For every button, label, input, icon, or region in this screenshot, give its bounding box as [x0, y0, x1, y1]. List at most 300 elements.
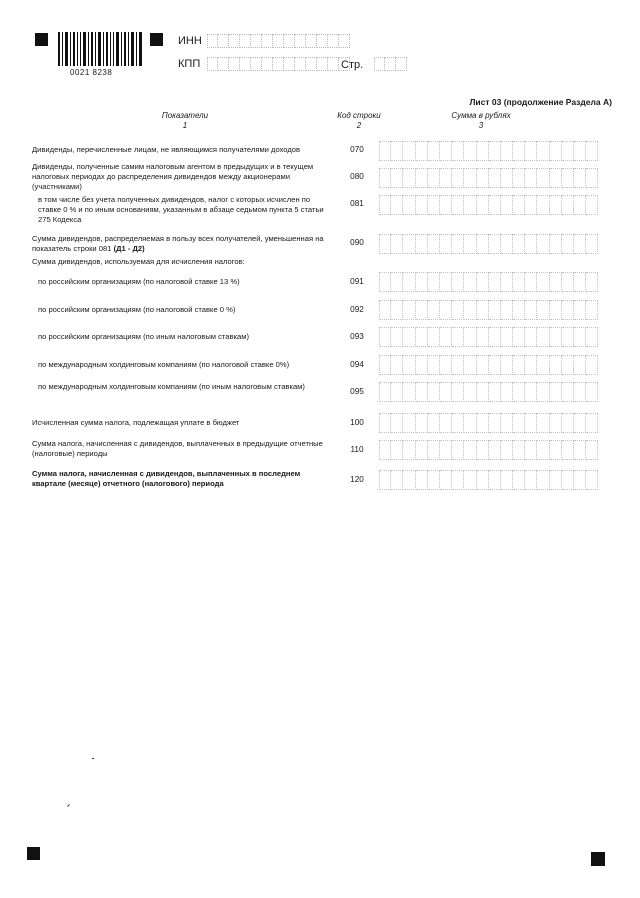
amount-digit-cell[interactable] — [525, 382, 537, 402]
amount-field-095[interactable] — [379, 382, 598, 402]
column-header-indicators — [140, 111, 230, 131]
amount-digit-cell[interactable] — [452, 300, 464, 320]
amount-digit-cell[interactable] — [501, 300, 513, 320]
amount-digit-cell[interactable] — [537, 470, 549, 490]
barcode-number: 0021 8238 — [70, 68, 113, 77]
amount-digit-cell[interactable] — [501, 470, 513, 490]
amount-digit-cell[interactable] — [464, 413, 476, 433]
amount-digit-cell[interactable] — [428, 272, 440, 292]
amount-digit-cell[interactable] — [464, 300, 476, 320]
amount-digit-cell[interactable] — [525, 141, 537, 161]
amount-digit-cell[interactable] — [489, 168, 501, 188]
amount-digit-cell[interactable] — [513, 327, 525, 347]
amount-digit-cell[interactable] — [489, 272, 501, 292]
amount-digit-cell[interactable] — [416, 300, 428, 320]
row-code: 094 — [350, 360, 364, 369]
amount-digit-cell[interactable] — [586, 272, 598, 292]
amount-digit-cell[interactable] — [440, 355, 452, 375]
amount-digit-cell[interactable] — [525, 234, 537, 254]
column-header-code-text: Код строки — [337, 111, 381, 120]
amount-digit-cell[interactable] — [586, 234, 598, 254]
amount-digit-cell[interactable] — [574, 300, 586, 320]
digit-cell[interactable] — [251, 34, 262, 48]
amount-digit-cell[interactable] — [379, 440, 391, 460]
amount-field-120[interactable] — [379, 470, 598, 490]
amount-digit-cell[interactable] — [440, 327, 452, 347]
amount-digit-cell[interactable] — [513, 272, 525, 292]
amount-digit-cell[interactable] — [513, 234, 525, 254]
amount-digit-cell[interactable] — [477, 141, 489, 161]
row-label-text: Сумма дивидендов, распределяемая в пользу всех получателей, уменьшенная на показатель строки 081 — [32, 234, 324, 253]
amount-digit-cell[interactable] — [428, 470, 440, 490]
amount-digit-cell[interactable] — [537, 413, 549, 433]
amount-digit-cell[interactable] — [379, 382, 391, 402]
row-code: 080 — [350, 172, 364, 181]
amount-digit-cell[interactable] — [403, 327, 415, 347]
barcode — [58, 32, 142, 66]
amount-digit-cell[interactable] — [550, 234, 562, 254]
amount-digit-cell[interactable] — [477, 355, 489, 375]
amount-digit-cell[interactable] — [391, 382, 403, 402]
amount-digit-cell[interactable] — [403, 470, 415, 490]
digit-cell[interactable] — [240, 57, 251, 71]
amount-digit-cell[interactable] — [513, 195, 525, 215]
row-label — [32, 234, 327, 254]
amount-digit-cell[interactable] — [501, 327, 513, 347]
column-header-code — [330, 111, 388, 131]
amount-digit-cell[interactable] — [391, 272, 403, 292]
amount-digit-cell[interactable] — [513, 355, 525, 375]
amount-digit-cell[interactable] — [391, 470, 403, 490]
amount-digit-cell[interactable] — [489, 195, 501, 215]
amount-digit-cell[interactable] — [586, 355, 598, 375]
amount-digit-cell[interactable] — [574, 382, 586, 402]
amount-digit-cell[interactable] — [391, 440, 403, 460]
amount-digit-cell[interactable] — [464, 470, 476, 490]
amount-digit-cell[interactable] — [416, 168, 428, 188]
amount-digit-cell[interactable] — [562, 234, 574, 254]
amount-field-080[interactable] — [379, 168, 598, 188]
amount-digit-cell[interactable] — [501, 141, 513, 161]
amount-digit-cell[interactable] — [501, 234, 513, 254]
digit-cell[interactable] — [218, 57, 229, 71]
column-header-amount — [440, 111, 522, 131]
amount-digit-cell[interactable] — [501, 168, 513, 188]
amount-digit-cell[interactable] — [440, 141, 452, 161]
amount-digit-cell[interactable] — [550, 440, 562, 460]
digit-cell[interactable] — [273, 34, 284, 48]
amount-digit-cell[interactable] — [464, 355, 476, 375]
amount-digit-cell[interactable] — [391, 413, 403, 433]
digit-cell[interactable] — [396, 57, 407, 71]
amount-digit-cell[interactable] — [574, 440, 586, 460]
amount-digit-cell[interactable] — [403, 272, 415, 292]
amount-digit-cell[interactable] — [477, 382, 489, 402]
amount-digit-cell[interactable] — [416, 355, 428, 375]
amount-digit-cell[interactable] — [391, 300, 403, 320]
amount-digit-cell[interactable] — [452, 141, 464, 161]
amount-digit-cell[interactable] — [440, 272, 452, 292]
amount-digit-cell[interactable] — [403, 195, 415, 215]
amount-digit-cell[interactable] — [537, 300, 549, 320]
digit-cell[interactable] — [207, 34, 218, 48]
amount-digit-cell[interactable] — [525, 470, 537, 490]
digit-cell[interactable] — [339, 34, 350, 48]
amount-digit-cell[interactable] — [550, 168, 562, 188]
digit-cell[interactable] — [317, 34, 328, 48]
row-label: по международным холдинговым компаниям (по налоговой ставке 0%) — [38, 360, 290, 369]
row-code: 070 — [350, 145, 364, 154]
amount-digit-cell[interactable] — [391, 355, 403, 375]
amount-digit-cell[interactable] — [416, 470, 428, 490]
amount-digit-cell[interactable] — [586, 382, 598, 402]
amount-digit-cell[interactable] — [416, 141, 428, 161]
amount-digit-cell[interactable] — [489, 413, 501, 433]
amount-digit-cell[interactable] — [513, 470, 525, 490]
amount-digit-cell[interactable] — [428, 382, 440, 402]
amount-digit-cell[interactable] — [537, 355, 549, 375]
amount-digit-cell[interactable] — [562, 300, 574, 320]
column-header-indicators-num: 1 — [182, 121, 188, 130]
amount-digit-cell[interactable] — [489, 355, 501, 375]
amount-digit-cell[interactable] — [391, 234, 403, 254]
amount-digit-cell[interactable] — [562, 195, 574, 215]
amount-digit-cell[interactable] — [550, 413, 562, 433]
amount-digit-cell[interactable] — [428, 195, 440, 215]
amount-digit-cell[interactable] — [464, 382, 476, 402]
amount-digit-cell[interactable] — [477, 195, 489, 215]
amount-digit-cell[interactable] — [550, 300, 562, 320]
amount-digit-cell[interactable] — [416, 382, 428, 402]
amount-digit-cell[interactable] — [403, 234, 415, 254]
amount-digit-cell[interactable] — [464, 168, 476, 188]
amount-digit-cell[interactable] — [440, 470, 452, 490]
scan-speck — [67, 804, 70, 807]
amount-field-090[interactable] — [379, 234, 598, 254]
amount-digit-cell[interactable] — [525, 168, 537, 188]
digit-cell[interactable] — [385, 57, 396, 71]
amount-digit-cell[interactable] — [574, 195, 586, 215]
registration-marker-bottom-right — [591, 852, 605, 866]
row-code: 100 — [350, 418, 364, 427]
amount-digit-cell[interactable] — [477, 327, 489, 347]
amount-digit-cell[interactable] — [391, 195, 403, 215]
amount-digit-cell[interactable] — [586, 195, 598, 215]
digit-cell[interactable] — [229, 57, 240, 71]
row-label: по российским организациям (по иным налоговым ставкам) — [38, 332, 250, 341]
column-header-indicators-text: Показатели — [161, 111, 209, 120]
amount-digit-cell[interactable] — [537, 168, 549, 188]
amount-digit-cell[interactable] — [513, 168, 525, 188]
amount-digit-cell[interactable] — [428, 234, 440, 254]
digit-cell[interactable] — [218, 34, 229, 48]
amount-digit-cell[interactable] — [452, 440, 464, 460]
amount-digit-cell[interactable] — [477, 440, 489, 460]
amount-digit-cell[interactable] — [452, 355, 464, 375]
amount-digit-cell[interactable] — [416, 272, 428, 292]
row-label: по российским организациям (по налоговой ставке 0 %) — [38, 305, 236, 314]
amount-digit-cell[interactable] — [452, 195, 464, 215]
amount-digit-cell[interactable] — [550, 327, 562, 347]
amount-digit-cell[interactable] — [489, 300, 501, 320]
digit-cell[interactable] — [207, 57, 218, 71]
amount-digit-cell[interactable] — [586, 300, 598, 320]
amount-digit-cell[interactable] — [452, 327, 464, 347]
registration-marker-bottom-left — [27, 847, 40, 860]
amount-digit-cell[interactable] — [477, 300, 489, 320]
amount-digit-cell[interactable] — [513, 382, 525, 402]
amount-digit-cell[interactable] — [477, 413, 489, 433]
digit-cell[interactable] — [229, 34, 240, 48]
digit-cell[interactable] — [262, 57, 273, 71]
amount-digit-cell[interactable] — [574, 327, 586, 347]
amount-digit-cell[interactable] — [440, 168, 452, 188]
amount-field-093[interactable] — [379, 327, 598, 347]
amount-digit-cell[interactable] — [464, 327, 476, 347]
amount-field-081[interactable] — [379, 195, 598, 215]
amount-digit-cell[interactable] — [403, 168, 415, 188]
amount-digit-cell[interactable] — [379, 300, 391, 320]
amount-digit-cell[interactable] — [525, 413, 537, 433]
amount-digit-cell[interactable] — [501, 272, 513, 292]
amount-digit-cell[interactable] — [562, 327, 574, 347]
amount-digit-cell[interactable] — [562, 141, 574, 161]
amount-digit-cell[interactable] — [403, 382, 415, 402]
amount-digit-cell[interactable] — [537, 195, 549, 215]
amount-digit-cell[interactable] — [537, 327, 549, 347]
scan-speck — [92, 758, 94, 759]
amount-digit-cell[interactable] — [537, 382, 549, 402]
subheading-taxable-dividends: Сумма дивидендов, используемая для исчисления налогов: — [32, 257, 245, 266]
row-code: 081 — [350, 199, 364, 208]
amount-digit-cell[interactable] — [452, 272, 464, 292]
amount-digit-cell[interactable] — [489, 470, 501, 490]
amount-digit-cell[interactable] — [464, 141, 476, 161]
amount-digit-cell[interactable] — [477, 168, 489, 188]
row-label: Сумма налога, начисленная с дивидендов, выплаченных в предыдущие отчетные (налоговые) периоды — [32, 439, 323, 458]
amount-digit-cell[interactable] — [452, 168, 464, 188]
amount-digit-cell[interactable] — [550, 272, 562, 292]
amount-digit-cell[interactable] — [379, 141, 391, 161]
amount-digit-cell[interactable] — [537, 234, 549, 254]
amount-digit-cell[interactable] — [464, 440, 476, 460]
amount-digit-cell[interactable] — [574, 234, 586, 254]
row-code: 120 — [350, 475, 364, 484]
amount-digit-cell[interactable] — [416, 327, 428, 347]
amount-field-110[interactable] — [379, 440, 598, 460]
amount-digit-cell[interactable] — [574, 470, 586, 490]
amount-digit-cell[interactable] — [428, 168, 440, 188]
amount-field-092[interactable] — [379, 300, 598, 320]
amount-digit-cell[interactable] — [586, 413, 598, 433]
digit-cell[interactable] — [240, 34, 251, 48]
row-label: в том числе без учета полученных дивидендов, налог с которых исчислен по ставке 0 % и по иным основаниям, указанным в абзаце седьмом пункта 5 статьи 275 Кодекса — [38, 195, 324, 224]
amount-digit-cell[interactable] — [379, 355, 391, 375]
amount-field-100[interactable] — [379, 413, 598, 433]
amount-digit-cell[interactable] — [501, 382, 513, 402]
amount-digit-cell[interactable] — [525, 440, 537, 460]
amount-digit-cell[interactable] — [452, 413, 464, 433]
amount-digit-cell[interactable] — [428, 413, 440, 433]
amount-digit-cell[interactable] — [501, 440, 513, 460]
row-label: Дивиденды, полученные самим налоговым агентом в предыдущих и в текущем налоговых периодах до распределения дивидендов между акционерами (участниками) — [32, 162, 314, 191]
amount-digit-cell[interactable] — [440, 413, 452, 433]
amount-digit-cell[interactable] — [537, 272, 549, 292]
amount-digit-cell[interactable] — [379, 413, 391, 433]
registration-marker-top-left — [35, 33, 48, 46]
digit-cell[interactable] — [251, 57, 262, 71]
row-code: 092 — [350, 305, 364, 314]
digit-cell[interactable] — [273, 57, 284, 71]
amount-digit-cell[interactable] — [416, 440, 428, 460]
page-number-field[interactable] — [374, 57, 407, 71]
amount-digit-cell[interactable] — [403, 141, 415, 161]
amount-digit-cell[interactable] — [440, 440, 452, 460]
row-code: 091 — [350, 277, 364, 286]
amount-digit-cell[interactable] — [379, 195, 391, 215]
amount-digit-cell[interactable] — [403, 413, 415, 433]
amount-digit-cell[interactable] — [403, 300, 415, 320]
amount-digit-cell[interactable] — [513, 413, 525, 433]
digit-cell[interactable] — [295, 34, 306, 48]
amount-digit-cell[interactable] — [464, 195, 476, 215]
amount-digit-cell[interactable] — [428, 327, 440, 347]
column-header-amount-text: Сумма в рублях — [451, 111, 511, 120]
amount-digit-cell[interactable] — [562, 168, 574, 188]
amount-digit-cell[interactable] — [391, 141, 403, 161]
amount-digit-cell[interactable] — [562, 355, 574, 375]
amount-digit-cell[interactable] — [537, 440, 549, 460]
digit-cell[interactable] — [262, 34, 273, 48]
amount-digit-cell[interactable] — [550, 195, 562, 215]
amount-digit-cell[interactable] — [379, 168, 391, 188]
amount-digit-cell[interactable] — [586, 470, 598, 490]
row-code: 110 — [350, 445, 364, 454]
amount-digit-cell[interactable] — [562, 440, 574, 460]
amount-digit-cell[interactable] — [513, 141, 525, 161]
digit-cell[interactable] — [317, 57, 328, 71]
amount-digit-cell[interactable] — [477, 272, 489, 292]
amount-digit-cell[interactable] — [489, 141, 501, 161]
amount-digit-cell[interactable] — [379, 470, 391, 490]
amount-digit-cell[interactable] — [452, 234, 464, 254]
amount-digit-cell[interactable] — [550, 470, 562, 490]
amount-digit-cell[interactable] — [416, 234, 428, 254]
amount-digit-cell[interactable] — [501, 355, 513, 375]
amount-digit-cell[interactable] — [391, 327, 403, 347]
amount-field-094[interactable] — [379, 355, 598, 375]
amount-digit-cell[interactable] — [501, 413, 513, 433]
digit-cell[interactable] — [284, 57, 295, 71]
page-label: Стр. — [341, 59, 364, 71]
digit-cell[interactable] — [295, 57, 306, 71]
amount-digit-cell[interactable] — [440, 382, 452, 402]
amount-digit-cell[interactable] — [525, 195, 537, 215]
sheet-title: Лист 03 (продолжение Раздела А) — [469, 97, 612, 107]
row-label: Дивиденды, перечисленные лицам, не являющимся получателями доходов — [32, 145, 301, 154]
amount-digit-cell[interactable] — [525, 272, 537, 292]
amount-digit-cell[interactable] — [477, 234, 489, 254]
amount-digit-cell[interactable] — [562, 272, 574, 292]
row-code: 095 — [350, 387, 364, 396]
amount-digit-cell[interactable] — [586, 141, 598, 161]
amount-digit-cell[interactable] — [428, 440, 440, 460]
amount-digit-cell[interactable] — [416, 195, 428, 215]
amount-field-091[interactable] — [379, 272, 598, 292]
amount-digit-cell[interactable] — [525, 327, 537, 347]
amount-digit-cell[interactable] — [379, 327, 391, 347]
kpp-label: КПП — [178, 58, 201, 70]
amount-digit-cell[interactable] — [440, 195, 452, 215]
amount-digit-cell[interactable] — [489, 327, 501, 347]
amount-digit-cell[interactable] — [489, 440, 501, 460]
amount-digit-cell[interactable] — [464, 234, 476, 254]
amount-digit-cell[interactable] — [562, 382, 574, 402]
amount-digit-cell[interactable] — [489, 234, 501, 254]
amount-digit-cell[interactable] — [550, 141, 562, 161]
digit-cell[interactable] — [374, 57, 385, 71]
amount-digit-cell[interactable] — [574, 355, 586, 375]
amount-digit-cell[interactable] — [403, 440, 415, 460]
amount-digit-cell[interactable] — [440, 300, 452, 320]
amount-digit-cell[interactable] — [586, 168, 598, 188]
amount-digit-cell[interactable] — [452, 470, 464, 490]
amount-digit-cell[interactable] — [452, 382, 464, 402]
digit-cell[interactable] — [284, 34, 295, 48]
amount-digit-cell[interactable] — [574, 141, 586, 161]
amount-digit-cell[interactable] — [562, 470, 574, 490]
amount-digit-cell[interactable] — [501, 195, 513, 215]
amount-digit-cell[interactable] — [489, 382, 501, 402]
amount-field-070[interactable] — [379, 141, 598, 161]
amount-digit-cell[interactable] — [525, 355, 537, 375]
kpp-field[interactable] — [207, 57, 350, 71]
row-label-formula: (Д1 - Д2) — [113, 244, 145, 253]
column-header-amount-num: 3 — [478, 121, 484, 130]
amount-digit-cell[interactable] — [550, 382, 562, 402]
amount-digit-cell[interactable] — [586, 440, 598, 460]
amount-digit-cell[interactable] — [574, 272, 586, 292]
amount-digit-cell[interactable] — [562, 413, 574, 433]
amount-digit-cell[interactable] — [513, 300, 525, 320]
amount-digit-cell[interactable] — [416, 413, 428, 433]
amount-digit-cell[interactable] — [379, 234, 391, 254]
amount-digit-cell[interactable] — [440, 234, 452, 254]
amount-digit-cell[interactable] — [428, 141, 440, 161]
amount-digit-cell[interactable] — [428, 355, 440, 375]
inn-field[interactable] — [207, 34, 350, 48]
digit-cell[interactable] — [306, 34, 317, 48]
row-label: Сумма налога, начисленная с дивидендов, выплаченных в последнем квартале (месяце) отчетного (налогового) периода — [32, 469, 301, 488]
amount-digit-cell[interactable] — [574, 413, 586, 433]
row-label: по международным холдинговым компаниям (по иным налоговым ставкам) — [38, 382, 305, 391]
amount-digit-cell[interactable] — [525, 300, 537, 320]
amount-digit-cell[interactable] — [574, 168, 586, 188]
amount-digit-cell[interactable] — [464, 272, 476, 292]
amount-digit-cell[interactable] — [403, 355, 415, 375]
digit-cell[interactable] — [328, 34, 339, 48]
amount-digit-cell[interactable] — [391, 168, 403, 188]
amount-digit-cell[interactable] — [428, 300, 440, 320]
amount-digit-cell[interactable] — [537, 141, 549, 161]
amount-digit-cell[interactable] — [586, 327, 598, 347]
amount-digit-cell[interactable] — [550, 355, 562, 375]
amount-digit-cell[interactable] — [513, 440, 525, 460]
amount-digit-cell[interactable] — [477, 470, 489, 490]
digit-cell[interactable] — [306, 57, 317, 71]
amount-digit-cell[interactable] — [379, 272, 391, 292]
digit-cell[interactable] — [328, 57, 339, 71]
